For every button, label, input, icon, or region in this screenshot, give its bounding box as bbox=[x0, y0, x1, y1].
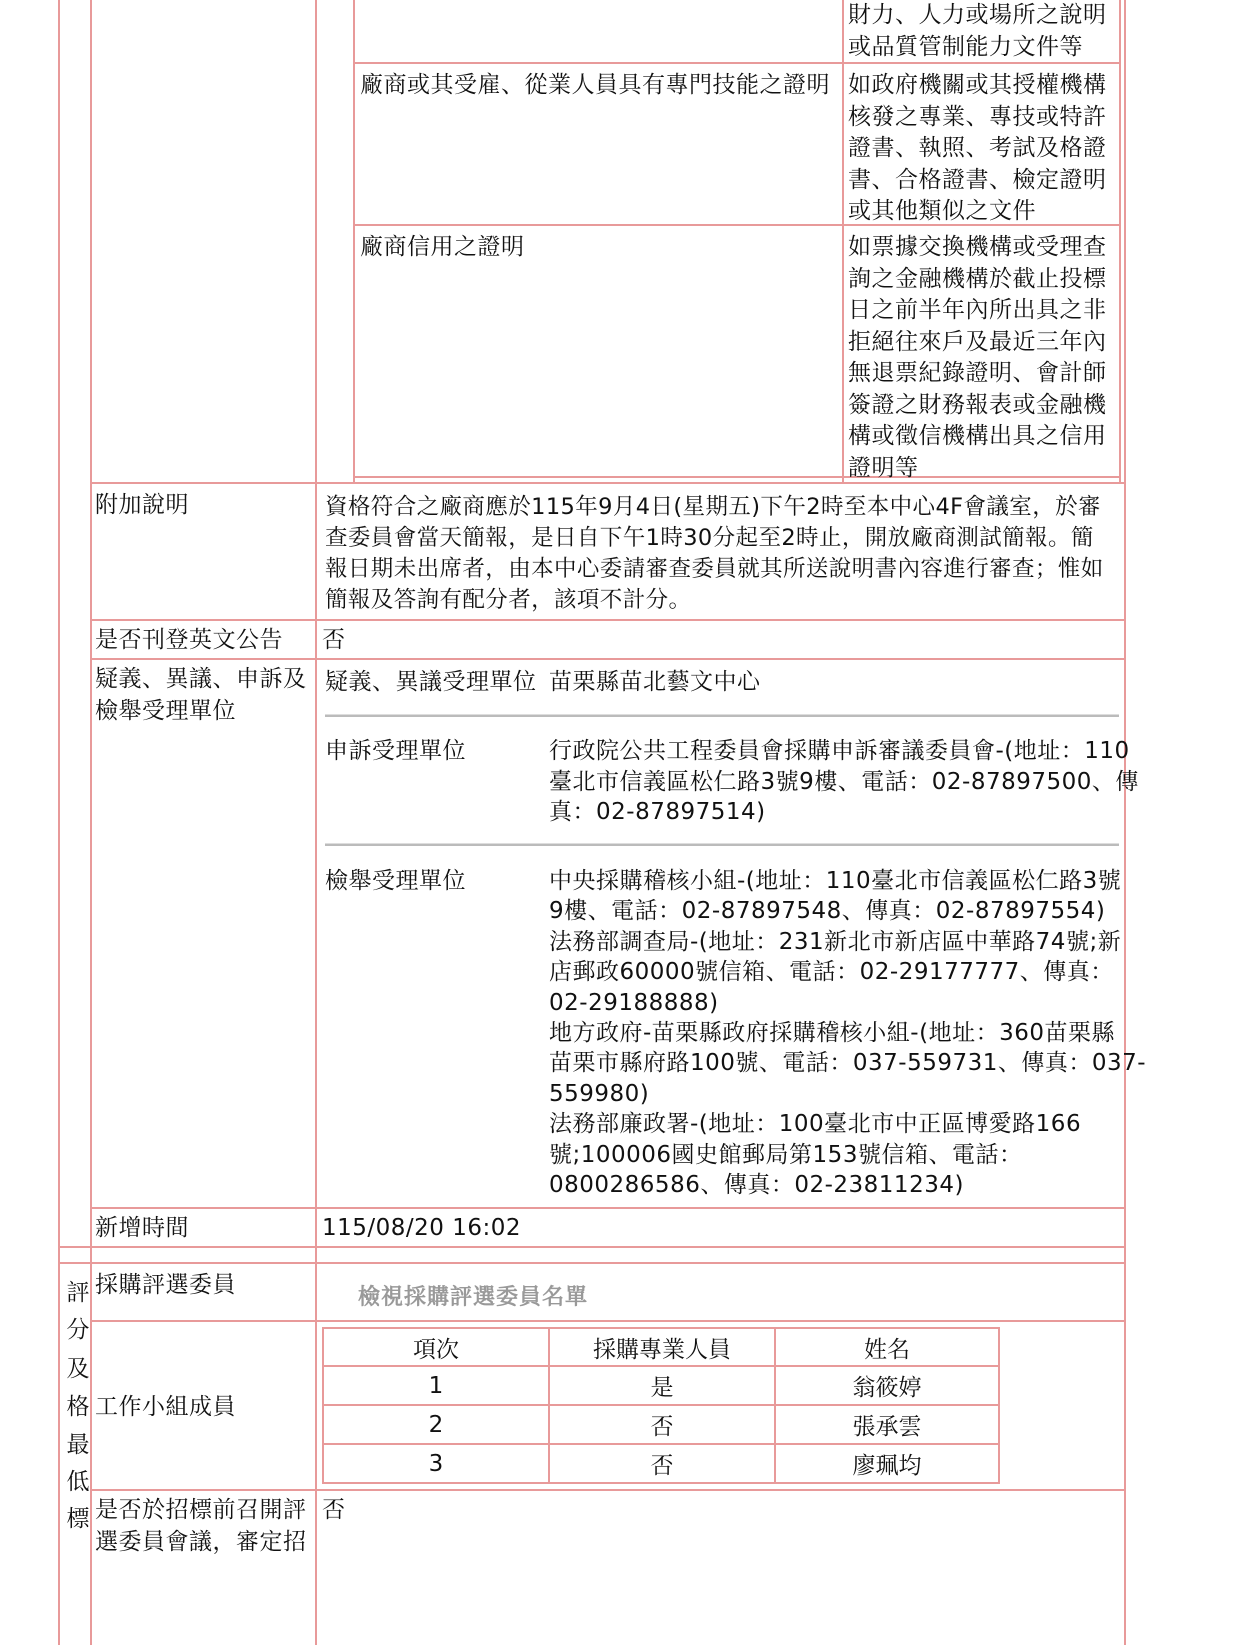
english-notice-label: 是否刊登英文公告 bbox=[95, 627, 283, 653]
eval-side-label-char: 分 bbox=[66, 1317, 90, 1343]
eval-side-label-char: 格 bbox=[66, 1394, 90, 1420]
table-cell: 否 bbox=[548, 1443, 776, 1484]
table-cell: 1 bbox=[322, 1365, 550, 1406]
table-cell: 廖珮均 bbox=[774, 1443, 1000, 1484]
table-cell: 是 bbox=[548, 1365, 776, 1406]
cert-desc-1: 財力、人力或場所之說明 或品質管制能力文件等 bbox=[848, 2, 1107, 60]
appeal-value: 行政院公共工程委員會採購申訴審議委員會-(地址：110 臺北市信義區松仁路3號9樓、電話：02-87897500、傳 真：02-87897514) bbox=[549, 738, 1139, 825]
label-column-right-border bbox=[315, 0, 317, 1262]
eval-side-label-char: 標 bbox=[66, 1506, 90, 1532]
additional-label: 附加說明 bbox=[95, 492, 189, 518]
table-header: 採購專業人員 bbox=[548, 1327, 776, 1367]
objection-label: 疑義、異議受理單位 bbox=[325, 669, 537, 695]
view-committee-link[interactable]: 檢視採購評選委員名單 bbox=[358, 1285, 589, 1310]
complaint-units-label: 疑義、異議、申訴及 檢舉受理單位 bbox=[95, 666, 307, 724]
meeting-label: 是否於招標前召開評 選委員會議，審定招 bbox=[95, 1497, 307, 1555]
workgroup-label: 工作小組成員 bbox=[95, 1394, 236, 1420]
cert-item-2: 廠商或其受雇、從業人員具有專門技能之證明 bbox=[360, 72, 830, 98]
table-cell: 3 bbox=[322, 1443, 550, 1484]
cert-desc-2: 如政府機關或其授權機構 核發之專業、專技或特許 證書、執照、考試及格證 書、合格證書、檢定證明 或其他類似之文件 bbox=[848, 72, 1107, 224]
table-cell: 否 bbox=[548, 1404, 776, 1445]
added-time-label: 新增時間 bbox=[95, 1215, 189, 1241]
eval-side-label-char: 評 bbox=[66, 1280, 90, 1306]
eval-side-label-char: 最 bbox=[66, 1432, 90, 1458]
table-header: 項次 bbox=[322, 1327, 550, 1367]
eval-outer-top bbox=[58, 1262, 1126, 1264]
committee-label: 採購評選委員 bbox=[95, 1272, 236, 1298]
cert-item-3: 廠商信用之證明 bbox=[360, 234, 525, 260]
table-header: 姓名 bbox=[774, 1327, 1000, 1367]
added-time-value: 115/08/20 16:02 bbox=[322, 1215, 522, 1241]
additional-text: 資格符合之廠商應於115年9月4日(星期五)下午2時至本中心4F會議室，於審 查委員會當天簡報，是日自下午1時30分起至2時止，開放廠商測試簡報。簡 報日期未出席者，由本中心委請審查委員就其所送說明書內容進行審查；惟如 簡報及答詢有配分者，該項不計分。 bbox=[325, 494, 1104, 613]
table-cell: 2 bbox=[322, 1404, 550, 1445]
report-value: 中央採購稽核小組-(地址：110臺北市信義區松仁路3號 9樓、電話：02-87897548、傳真：02-87897554) 法務部調查局-(地址：231新北市新店區中華路74號;新 店郵政60000號信箱、電話：02-29177777、傳真： 02-29188888) 地方政府-苗栗縣政府採購稽核小組-(地址：360苗栗縣 苗栗市縣府路100號、電話：037-559731、傳真：037- 559980) 法務部廉政署-(地址：100臺北市中正區博愛路166 號;100006國史館郵局第153號信箱、電話： 0800286586、傳真：02-23811234) bbox=[549, 868, 1147, 1199]
report-label: 檢舉受理單位 bbox=[325, 868, 466, 894]
divider bbox=[325, 843, 1119, 846]
label-column-left-border bbox=[90, 0, 92, 1262]
eval-side-label-char: 低 bbox=[66, 1469, 90, 1495]
eval-side-label-char: 及 bbox=[66, 1356, 90, 1382]
divider bbox=[325, 714, 1119, 717]
english-notice-value: 否 bbox=[322, 627, 346, 653]
table-cell: 張承雲 bbox=[774, 1404, 1000, 1445]
outer-left-border bbox=[58, 0, 60, 1262]
table-cell: 翁筱婷 bbox=[774, 1365, 1000, 1406]
meeting-value: 否 bbox=[322, 1497, 346, 1523]
cert-desc-3: 如票據交換機構或受理查 詢之金融機構於截止投標 日之前半年內所出具之非 拒絕往來戶及最近三年內 無退票紀錄證明、會計師 簽證之財務報表或金融機 構或徵信機構出具之信用 證明等 bbox=[848, 234, 1107, 481]
objection-value: 苗栗縣苗北藝文中心 bbox=[549, 669, 761, 695]
appeal-label: 申訴受理單位 bbox=[325, 738, 466, 764]
